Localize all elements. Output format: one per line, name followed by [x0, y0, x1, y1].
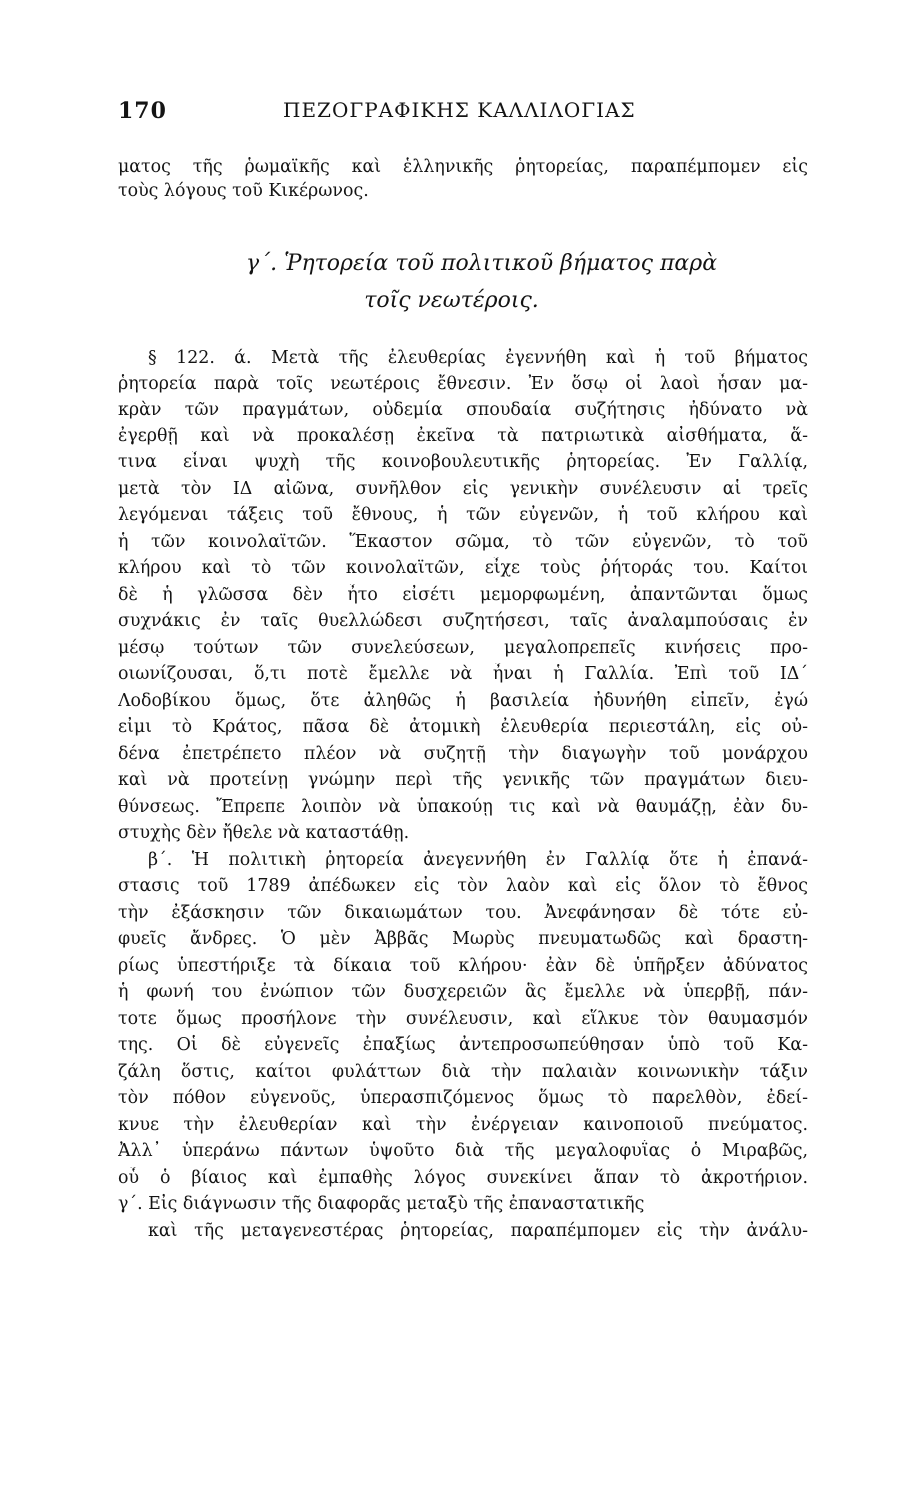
text-line: ματος τῆς ῥωμαϊκῆς καὶ ἑλληνικῆς ῥητορείας, παραπέμπομεν εἰς: [118, 157, 808, 177]
text-line: ἐγερθῇ καὶ νὰ προκαλέσῃ ἐκεῖνα τὰ πατριωτικὰ αἰσθήματα, ἅ-: [118, 426, 808, 446]
text-line: κλήρου καὶ τὸ τῶν κοινολαϊτῶν, εἶχε τοὺς ῥήτοράς του. Καίτοι: [118, 558, 808, 578]
text-line: τὴν ἐξάσκησιν τῶν δικαιωμάτων του. Ἀνεφάνησαν δὲ τότε εὐ-: [118, 903, 808, 923]
section-heading: γ΄. Ῥητορεία τοῦ πολιτικοῦ βήματος παρὰ: [245, 251, 718, 276]
page-header: [118, 98, 808, 128]
text-line: φυεῖς ἄνδρες. Ὁ μὲν Ἀββᾶς Μωρὺς πνευματωδῶς καὶ δραστη-: [118, 929, 808, 949]
text-line: εἰμι τὸ Κράτος, πᾶσα δὲ ἀτομικὴ ἐλευθερία περιεστάλη, εἰς οὐ-: [118, 717, 808, 737]
text-line: β΄. Ἡ πολιτικὴ ῥητορεία ἀνεγεννήθη ἐν Γαλλίᾳ ὅτε ἡ ἐπανά-: [148, 850, 808, 870]
text-line: οιωνίζουσαι, ὅ,τι ποτὲ ἔμελλε νὰ ἦναι ἡ Γαλλία. Ἐπὶ τοῦ ΙΔ΄: [118, 664, 808, 684]
text-line: τοτε ὅμως προσήλονε τὴν συνέλευσιν, καὶ εἵλκυε τὸν θαυμασμόν: [118, 1009, 808, 1029]
text-line: δένα ἐπετρέπετο πλέον νὰ συζητῇ τὴν διαγωγὴν τοῦ μονάρχου: [118, 744, 808, 764]
text-line: ζάλη ὅστις, καίτοι φυλάττων διὰ τὴν παλαιὰν κοινωνικὴν τάξιν: [118, 1062, 808, 1082]
text-line: ἡ τῶν κοινολαϊτῶν. Ἕκαστον σῶμα, τὸ τῶν εὐγενῶν, τὸ τοῦ: [118, 532, 808, 552]
text-line: κνυε τὴν ἐλευθερίαν καὶ τὴν ἐνέργειαν καινοποιοῦ πνεύματος.: [118, 1115, 808, 1135]
text-line: ἡ φωνή του ἐνώπιον τῶν δυσχερειῶν ἃς ἔμελλε νὰ ὑπερβῇ, πάν-: [118, 982, 808, 1002]
text-line: τοὺς λόγους τοῦ Κικέρωνος.: [118, 181, 369, 201]
text-line: γ΄. Εἰς διάγνωσιν τῆς διαφορᾶς μεταξὺ τῆς ἐπαναστατικῆς: [118, 1194, 645, 1214]
section-heading: τοῖς νεωτέροις.: [364, 288, 539, 313]
text-line: θύνσεως. Ἔπρεπε λοιπὸν νὰ ὑπακούῃ τις καὶ νὰ θαυμάζῃ, ἐὰν δυ-: [118, 797, 808, 817]
text-line: καὶ νὰ προτείνῃ γνώμην περὶ τῆς γενικῆς τῶν πραγμάτων διευ-: [118, 770, 808, 790]
text-line: καὶ τῆς μεταγενεστέρας ῥητορείας, παραπέμπομεν εἰς τὴν ἀνάλυ-: [148, 1221, 808, 1241]
text-line: μέσῳ τούτων τῶν συνελεύσεων, μεγαλοπρεπεῖς κινήσεις προ-: [118, 638, 808, 658]
text-line: τινα εἶναι ψυχὴ τῆς κοινοβουλευτικῆς ῥητορείας. Ἐν Γαλλίᾳ,: [118, 452, 808, 472]
text-line: στυχὴς δὲν ἤθελε νὰ καταστάθῃ.: [118, 823, 410, 843]
text-line: § 122. ά. Μετὰ τῆς ἐλευθερίας ἐγεννήθη καὶ ἡ τοῦ βήματος: [148, 348, 808, 368]
text-line: ρίως ὑπεστήριξε τὰ δίκαια τοῦ κλήρου· ἐὰν δὲ ὑπῆρξεν ἀδύνατος: [118, 956, 808, 976]
text-line: λεγόμεναι τάξεις τοῦ ἔθνους, ἡ τῶν εὐγενῶν, ἡ τοῦ κλήρου καὶ: [118, 505, 808, 525]
text-line: κρὰν τῶν πραγμάτων, οὐδεμία σπουδαία συζήτησις ἠδύνατο νὰ: [118, 400, 808, 420]
text-line: δὲ ἡ γλῶσσα δὲν ἦτο εἰσέτι μεμορφωμένη, ἀπαντῶνται ὅμως: [118, 585, 808, 605]
text-line: συχνάκις ἐν ταῖς θυελλώδεσι συζητήσεσι, ταῖς ἀναλαμπούσαις ἐν: [118, 611, 808, 631]
text-line: Ἀλλ᾽ ὑπεράνω πάντων ὑψοῦτο διὰ τῆς μεγαλοφυΐας ὁ Μιραβῶς,: [118, 1141, 808, 1161]
text-line: στασις τοῦ 1789 ἀπέδωκεν εἰς τὸν λαὸν καὶ εἰς ὅλον τὸ ἔθνος: [118, 876, 808, 896]
text-line: τὸν πόθον εὐγενοῦς, ὑπερασπιζόμενος ὅμως τὸ παρελθὸν, ἐδεί-: [118, 1088, 808, 1108]
text-line: Λοδοβίκου ὅμως, ὅτε ἀληθῶς ἡ βασιλεία ἠδυνήθη εἰπεῖν, ἐγώ: [118, 691, 808, 711]
page-number: 170: [118, 98, 167, 124]
text-line: οὗ ὁ βίαιος καὶ ἐμπαθὴς λόγος συνεκίνει ἅπαν τὸ ἀκροτήριον.: [118, 1168, 808, 1188]
text-line: ῥητορεία παρὰ τοῖς νεωτέροις ἔθνεσιν. Ἐν ὅσῳ οἱ λαοὶ ἦσαν μα-: [118, 374, 808, 394]
running-head: ΠΕΖΟΓΡΑΦΙΚΗΣ ΚΑΛΛΙΛΟΓΙΑΣ: [283, 98, 636, 122]
text-line: της. Οἱ δὲ εὐγενεῖς ἐπαξίως ἀντεπροσωπεύθησαν ὑπὸ τοῦ Κα-: [118, 1035, 808, 1055]
text-line: μετὰ τὸν ΙΔ αἰῶνα, συνῆλθον εἰς γενικὴν συνέλευσιν αἱ τρεῖς: [118, 479, 808, 499]
